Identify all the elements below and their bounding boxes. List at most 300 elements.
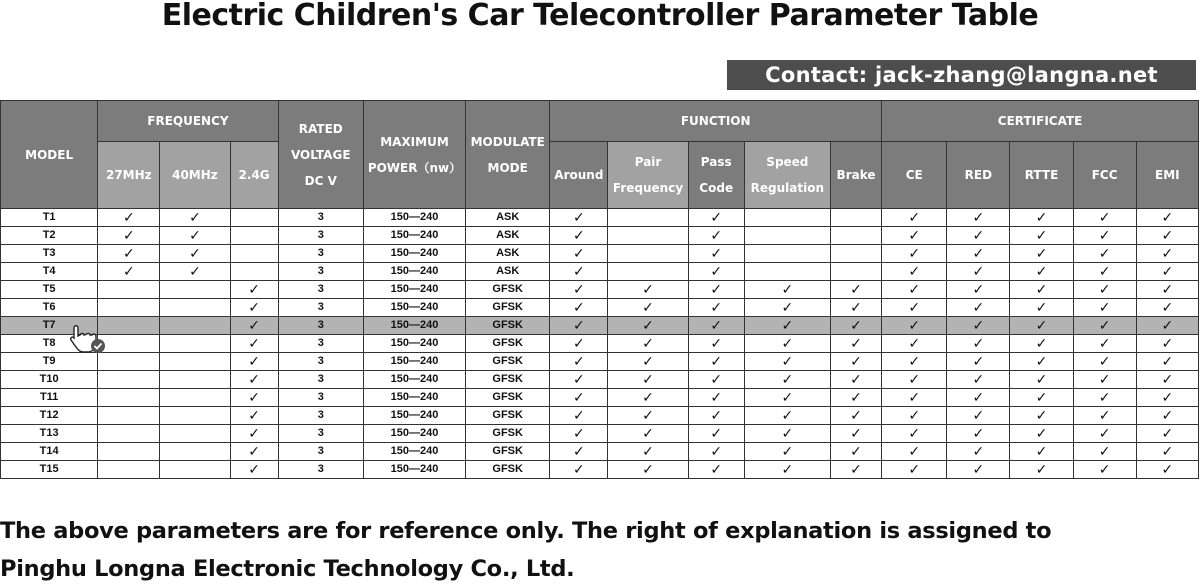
cell-f27 (98, 407, 160, 425)
pass-code-line-2: Code (699, 181, 734, 195)
cell-ce: ✓ (882, 461, 947, 479)
cell-power: 150—240 (363, 245, 465, 263)
cell-pass: ✓ (688, 245, 744, 263)
pair-frequency-line-2: Frequency (612, 181, 684, 195)
cell-pass: ✓ (688, 353, 744, 371)
cell-f27: ✓ (98, 209, 160, 227)
cell-pair: ✓ (608, 389, 688, 407)
cell-power: 150—240 (363, 407, 465, 425)
cell-model: T14 (1, 443, 98, 461)
col-header-pair-frequency (608, 142, 688, 209)
cell-around: ✓ (550, 353, 608, 371)
cell-emi: ✓ (1136, 389, 1198, 407)
cell-f27 (98, 371, 160, 389)
cell-pair: ✓ (608, 335, 688, 353)
col-header-pass-code (688, 142, 744, 209)
cell-brake: ✓ (830, 353, 881, 371)
col-header-brake: Brake (830, 142, 881, 209)
cell-red: ✓ (947, 335, 1010, 353)
cell-pair: ✓ (608, 299, 688, 317)
cell-pair: ✓ (608, 443, 688, 461)
cell-rtte: ✓ (1010, 245, 1073, 263)
cell-red: ✓ (947, 299, 1010, 317)
rated-voltage-line-1: RATED (298, 121, 343, 136)
cell-fcc: ✓ (1073, 227, 1136, 245)
cell-red: ✓ (947, 371, 1010, 389)
cell-brake (830, 209, 881, 227)
cell-pass: ✓ (688, 227, 744, 245)
cell-around: ✓ (550, 281, 608, 299)
cell-ce: ✓ (882, 425, 947, 443)
cell-brake: ✓ (830, 407, 881, 425)
cell-brake: ✓ (830, 443, 881, 461)
cell-power: 150—240 (363, 371, 465, 389)
cell-ce: ✓ (882, 209, 947, 227)
table-row (1, 335, 1199, 353)
cell-f40: ✓ (160, 227, 230, 245)
speed-regulation-line-2: Regulation (750, 181, 825, 195)
cell-around: ✓ (550, 425, 608, 443)
cell-f40 (160, 389, 230, 407)
cell-pass: ✓ (688, 407, 744, 425)
table-row (1, 407, 1199, 425)
cell-brake: ✓ (830, 371, 881, 389)
cell-voltage: 3 (278, 263, 363, 281)
cell-model: T15 (1, 461, 98, 479)
cell-mode: GFSK (466, 407, 550, 425)
cell-around: ✓ (550, 407, 608, 425)
cell-model: T12 (1, 407, 98, 425)
cell-fcc: ✓ (1073, 263, 1136, 281)
cell-brake: ✓ (830, 425, 881, 443)
cell-mode: GFSK (466, 461, 550, 479)
table-body (1, 209, 1199, 479)
cell-pair (608, 245, 688, 263)
cell-emi: ✓ (1136, 335, 1198, 353)
cell-f40 (160, 443, 230, 461)
cell-around: ✓ (550, 209, 608, 227)
col-header-modulate-mode (466, 101, 550, 209)
cell-fcc: ✓ (1073, 335, 1136, 353)
cell-around: ✓ (550, 317, 608, 335)
cell-rtte: ✓ (1010, 281, 1073, 299)
hand-pointer-check-icon (68, 322, 108, 354)
cell-ce: ✓ (882, 317, 947, 335)
cell-mode: GFSK (466, 317, 550, 335)
cell-emi: ✓ (1136, 443, 1198, 461)
cell-around: ✓ (550, 299, 608, 317)
cell-around: ✓ (550, 227, 608, 245)
cell-red: ✓ (947, 407, 1010, 425)
cell-red: ✓ (947, 461, 1010, 479)
cell-voltage: 3 (278, 317, 363, 335)
cell-red: ✓ (947, 389, 1010, 407)
table-row (1, 371, 1199, 389)
cell-emi: ✓ (1136, 245, 1198, 263)
col-header-rtte: RTTE (1010, 142, 1073, 209)
cell-pass: ✓ (688, 209, 744, 227)
cell-model: T11 (1, 389, 98, 407)
cell-emi: ✓ (1136, 299, 1198, 317)
cell-speed (744, 263, 830, 281)
cell-f24 (230, 245, 278, 263)
cell-f24: ✓ (230, 443, 278, 461)
cell-model: T13 (1, 425, 98, 443)
cell-emi: ✓ (1136, 263, 1198, 281)
cell-speed: ✓ (744, 281, 830, 299)
cell-red: ✓ (947, 227, 1010, 245)
cell-f27 (98, 425, 160, 443)
cell-power: 150—240 (363, 263, 465, 281)
col-header-fcc: FCC (1073, 142, 1136, 209)
cell-ce: ✓ (882, 371, 947, 389)
table-row (1, 317, 1199, 335)
cell-f24 (230, 209, 278, 227)
cell-f27: ✓ (98, 245, 160, 263)
cell-power: 150—240 (363, 227, 465, 245)
cell-f40: ✓ (160, 209, 230, 227)
cell-speed (744, 245, 830, 263)
cell-mode: ASK (466, 245, 550, 263)
cell-emi: ✓ (1136, 425, 1198, 443)
cell-brake (830, 245, 881, 263)
cell-mode: GFSK (466, 443, 550, 461)
cell-emi: ✓ (1136, 227, 1198, 245)
cell-voltage: 3 (278, 425, 363, 443)
footnote (0, 512, 1200, 588)
cell-f40: ✓ (160, 245, 230, 263)
cell-model: T5 (1, 281, 98, 299)
cell-rtte: ✓ (1010, 209, 1073, 227)
cell-fcc: ✓ (1073, 425, 1136, 443)
cell-pair: ✓ (608, 353, 688, 371)
cell-f27 (98, 443, 160, 461)
pair-frequency-line-1: Pair (634, 155, 662, 169)
cell-voltage: 3 (278, 209, 363, 227)
cell-emi: ✓ (1136, 371, 1198, 389)
cell-fcc: ✓ (1073, 299, 1136, 317)
cell-speed: ✓ (744, 443, 830, 461)
cell-f24: ✓ (230, 281, 278, 299)
table-row (1, 461, 1199, 479)
table-row (1, 263, 1199, 281)
cell-mode: ASK (466, 209, 550, 227)
cell-rtte: ✓ (1010, 263, 1073, 281)
cell-f27 (98, 299, 160, 317)
table-row (1, 299, 1199, 317)
cell-brake: ✓ (830, 389, 881, 407)
rated-voltage-line-3: DC V (304, 173, 337, 188)
cell-model: T7 (1, 317, 98, 335)
cell-pair: ✓ (608, 317, 688, 335)
table-row (1, 443, 1199, 461)
cell-red: ✓ (947, 263, 1010, 281)
cell-mode: GFSK (466, 425, 550, 443)
cell-f27 (98, 281, 160, 299)
cell-red: ✓ (947, 209, 1010, 227)
cell-speed (744, 227, 830, 245)
cell-red: ✓ (947, 443, 1010, 461)
cell-speed: ✓ (744, 317, 830, 335)
table-row (1, 245, 1199, 263)
table-row (1, 209, 1199, 227)
cell-mode: GFSK (466, 389, 550, 407)
col-header-frequency: FREQUENCY (98, 101, 278, 142)
cell-f27 (98, 353, 160, 371)
cell-ce: ✓ (882, 299, 947, 317)
cell-emi: ✓ (1136, 353, 1198, 371)
cell-red: ✓ (947, 353, 1010, 371)
cell-model: T6 (1, 299, 98, 317)
cell-rtte: ✓ (1010, 443, 1073, 461)
cell-fcc: ✓ (1073, 209, 1136, 227)
cell-speed: ✓ (744, 335, 830, 353)
cell-f24: ✓ (230, 335, 278, 353)
cell-model: T1 (1, 209, 98, 227)
cell-around: ✓ (550, 389, 608, 407)
cell-model: T8 (1, 335, 98, 353)
cell-brake: ✓ (830, 335, 881, 353)
cell-ce: ✓ (882, 263, 947, 281)
col-header-model: MODEL (1, 101, 98, 209)
cell-pair: ✓ (608, 425, 688, 443)
cell-power: 150—240 (363, 389, 465, 407)
cell-mode: GFSK (466, 335, 550, 353)
cell-f24: ✓ (230, 425, 278, 443)
cell-f40 (160, 281, 230, 299)
contact-banner: Contact: jack-zhang@langna.net (727, 60, 1196, 90)
cell-mode: ASK (466, 263, 550, 281)
cell-around: ✓ (550, 263, 608, 281)
cell-f27: ✓ (98, 263, 160, 281)
cell-pass: ✓ (688, 443, 744, 461)
cell-voltage: 3 (278, 335, 363, 353)
cell-power: 150—240 (363, 281, 465, 299)
cell-power: 150—240 (363, 209, 465, 227)
cell-f24: ✓ (230, 461, 278, 479)
cell-brake (830, 263, 881, 281)
cell-ce: ✓ (882, 245, 947, 263)
cell-pass: ✓ (688, 263, 744, 281)
cell-model: T2 (1, 227, 98, 245)
cell-fcc: ✓ (1073, 245, 1136, 263)
cell-speed: ✓ (744, 353, 830, 371)
cell-ce: ✓ (882, 227, 947, 245)
cell-rtte: ✓ (1010, 317, 1073, 335)
cell-f40 (160, 407, 230, 425)
cell-brake: ✓ (830, 299, 881, 317)
cell-emi: ✓ (1136, 281, 1198, 299)
cell-speed: ✓ (744, 461, 830, 479)
cell-f24: ✓ (230, 353, 278, 371)
cell-brake: ✓ (830, 281, 881, 299)
cell-pass: ✓ (688, 389, 744, 407)
table-row (1, 353, 1199, 371)
cell-speed: ✓ (744, 371, 830, 389)
cell-f24 (230, 263, 278, 281)
cell-f40 (160, 371, 230, 389)
cell-fcc: ✓ (1073, 371, 1136, 389)
cell-red: ✓ (947, 425, 1010, 443)
cell-speed: ✓ (744, 407, 830, 425)
table-row (1, 389, 1199, 407)
cell-mode: GFSK (466, 281, 550, 299)
cell-rtte: ✓ (1010, 371, 1073, 389)
cell-fcc: ✓ (1073, 353, 1136, 371)
cell-ce: ✓ (882, 407, 947, 425)
cell-red: ✓ (947, 245, 1010, 263)
cell-speed (744, 209, 830, 227)
cell-f27 (98, 461, 160, 479)
cell-pair: ✓ (608, 281, 688, 299)
pass-code-line-1: Pass (700, 155, 732, 169)
cell-f24: ✓ (230, 317, 278, 335)
cell-ce: ✓ (882, 353, 947, 371)
cell-f24: ✓ (230, 389, 278, 407)
col-header-emi: EMI (1136, 142, 1198, 209)
rated-voltage-line-2: VOLTAGE (290, 147, 351, 162)
col-header-max-power (363, 101, 465, 209)
speed-regulation-line-1: Speed (766, 155, 809, 169)
cell-pass: ✓ (688, 371, 744, 389)
cell-around: ✓ (550, 335, 608, 353)
col-header-function: FUNCTION (550, 101, 882, 142)
cell-voltage: 3 (278, 245, 363, 263)
cell-mode: GFSK (466, 353, 550, 371)
table-row (1, 281, 1199, 299)
cell-pair: ✓ (608, 407, 688, 425)
cell-rtte: ✓ (1010, 389, 1073, 407)
table-header (1, 101, 1199, 209)
cell-mode: ASK (466, 227, 550, 245)
col-header-certificate: CERTIFICATE (882, 101, 1199, 142)
cell-fcc: ✓ (1073, 317, 1136, 335)
cell-ce: ✓ (882, 443, 947, 461)
cell-brake (830, 227, 881, 245)
col-header-40mhz: 40MHz (160, 142, 230, 209)
cell-mode: GFSK (466, 299, 550, 317)
cell-pass: ✓ (688, 461, 744, 479)
cell-f24: ✓ (230, 371, 278, 389)
cell-rtte: ✓ (1010, 461, 1073, 479)
cell-rtte: ✓ (1010, 407, 1073, 425)
cell-power: 150—240 (363, 461, 465, 479)
modulate-mode-line-2: MODE (487, 160, 528, 175)
cell-ce: ✓ (882, 335, 947, 353)
cell-fcc: ✓ (1073, 461, 1136, 479)
cell-rtte: ✓ (1010, 299, 1073, 317)
cell-voltage: 3 (278, 299, 363, 317)
cell-voltage: 3 (278, 461, 363, 479)
cell-fcc: ✓ (1073, 389, 1136, 407)
cell-mode: GFSK (466, 371, 550, 389)
cell-brake: ✓ (830, 461, 881, 479)
cell-emi: ✓ (1136, 461, 1198, 479)
col-header-ce: CE (882, 142, 947, 209)
cell-speed: ✓ (744, 425, 830, 443)
col-header-rated-voltage (278, 101, 363, 209)
cell-voltage: 3 (278, 227, 363, 245)
cell-speed: ✓ (744, 389, 830, 407)
cell-pass: ✓ (688, 317, 744, 335)
cell-f40 (160, 425, 230, 443)
cell-rtte: ✓ (1010, 335, 1073, 353)
cell-rtte: ✓ (1010, 425, 1073, 443)
cell-voltage: 3 (278, 281, 363, 299)
cell-f40 (160, 317, 230, 335)
cell-brake: ✓ (830, 317, 881, 335)
cell-pass: ✓ (688, 281, 744, 299)
parameter-table (0, 100, 1199, 479)
cell-fcc: ✓ (1073, 443, 1136, 461)
cell-pair: ✓ (608, 371, 688, 389)
cell-pass: ✓ (688, 425, 744, 443)
cell-voltage: 3 (278, 371, 363, 389)
cell-fcc: ✓ (1073, 281, 1136, 299)
cell-red: ✓ (947, 281, 1010, 299)
footnote-line-2: Pinghu Longna Electronic Technology Co., Ltd. (0, 556, 575, 582)
cell-speed: ✓ (744, 299, 830, 317)
cell-model: T9 (1, 353, 98, 371)
cell-emi: ✓ (1136, 317, 1198, 335)
table-row (1, 227, 1199, 245)
table-row (1, 425, 1199, 443)
cell-voltage: 3 (278, 353, 363, 371)
cell-ce: ✓ (882, 281, 947, 299)
cell-f27: ✓ (98, 227, 160, 245)
cell-voltage: 3 (278, 443, 363, 461)
cell-red: ✓ (947, 317, 1010, 335)
cell-voltage: 3 (278, 407, 363, 425)
cell-around: ✓ (550, 461, 608, 479)
cell-around: ✓ (550, 443, 608, 461)
max-power-line-1: MAXIMUM (380, 134, 449, 149)
cell-f40 (160, 299, 230, 317)
cell-model: T4 (1, 263, 98, 281)
cell-power: 150—240 (363, 317, 465, 335)
cell-power: 150—240 (363, 299, 465, 317)
cell-power: 150—240 (363, 353, 465, 371)
cell-pair (608, 209, 688, 227)
col-header-2-4g: 2.4G (230, 142, 278, 209)
cell-model: T10 (1, 371, 98, 389)
cell-f40 (160, 353, 230, 371)
cell-f40: ✓ (160, 263, 230, 281)
cell-pass: ✓ (688, 299, 744, 317)
max-power-line-2: POWER（nw） (367, 160, 462, 175)
cell-rtte: ✓ (1010, 353, 1073, 371)
cell-f24 (230, 227, 278, 245)
modulate-mode-line-1: MODULATE (470, 134, 545, 149)
cell-fcc: ✓ (1073, 407, 1136, 425)
cell-pair (608, 263, 688, 281)
col-header-speed-regulation (744, 142, 830, 209)
cell-f40 (160, 461, 230, 479)
cell-pair: ✓ (608, 461, 688, 479)
cell-f40 (160, 335, 230, 353)
cell-pair (608, 227, 688, 245)
cell-voltage: 3 (278, 389, 363, 407)
page-title: Electric Children's Car Telecontroller Parameter Table (161, 0, 1039, 33)
cell-ce: ✓ (882, 389, 947, 407)
cell-power: 150—240 (363, 443, 465, 461)
cell-emi: ✓ (1136, 407, 1198, 425)
col-header-27mhz: 27MHz (98, 142, 160, 209)
cell-emi: ✓ (1136, 209, 1198, 227)
cell-rtte: ✓ (1010, 227, 1073, 245)
cell-pass: ✓ (688, 335, 744, 353)
cell-around: ✓ (550, 245, 608, 263)
